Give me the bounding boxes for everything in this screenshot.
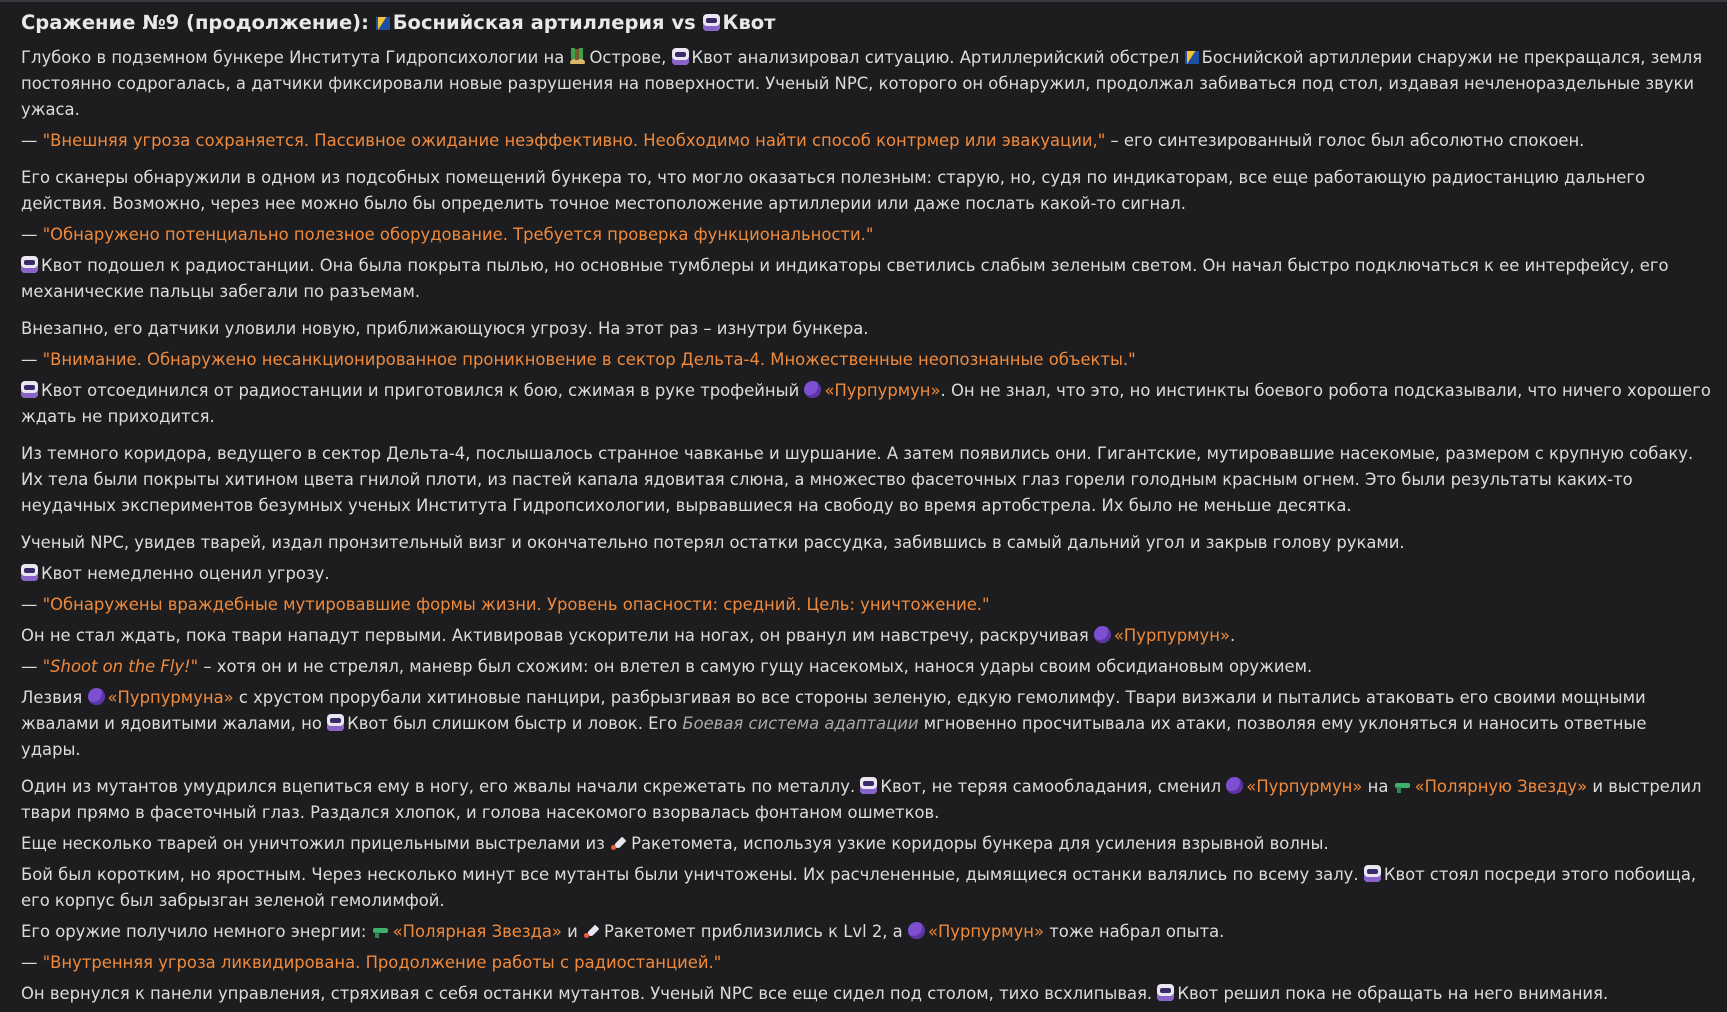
skill-name: Shoot on the Fly! [50,657,191,676]
title-side-a: Боснийская артиллерия [392,11,665,34]
weapon-name: «Пурпурмун» [927,922,1045,941]
paragraph-13: Он не стал ждать, пока твари нападут первыми. Активировав ускорители на ногах, он рванул им навстречу, раскручивая «Пурпурмун». [21,626,1236,645]
paragraph-1: Глубоко в подземном бункере Института Гидропсихологии на Острове, Квот анализировал ситуацию. Артиллерийский обстрел Боснийской артиллерии снаружи не прекращался, земля постоянно содрогалась, а датчики фиксировали новые разрушения на поверхности. Ученый NPC, которого он обнаружил, продолжал забиваться под стол, издавая нечленораздельные звуки ужаса. [21,48,1703,119]
weapon-name: «Полярную Звезду» [1414,777,1588,796]
paragraph-15: Лезвия «Пурпурмуна» с хрустом прорубали хитиновые панцири, разбрызгивая во все стороны зеленую, едкую гемолимфу. Твари визжали и пытались атаковать его своими мощными жвалами и ядовитыми жалами, но Квот был слишком быстр и ловок. Его Боевая система адаптации мгновенно просчитывала их атаки, позволяя ему уклоняться и наносить ответные удары. [21,688,1647,759]
paragraph-14: — "Shoot on the Fly!" – хотя он и не стрелял, маневр был схожим: он влетел в самую гущу насекомых, нанося удары своим обсидиановым оружием. [21,657,1313,676]
speech-quote: "Внешняя угроза сохраняется. Пассивное ожидание неэффективно. Необходимо найти способ контрмер или эвакуации," [42,131,1106,150]
bosnia-flag-icon [376,17,390,30]
paragraph-9: Из темного коридора, ведущего в сектор Дельта-4, послышалось странное чавканье и шуршание. А затем появились они. Гигантские, мутировавшие насекомые, размером с крупную собаку. Их тела были покрыты хитином цвета гнилой плоти, из пастей капала ядовитая слюна, а множество фасеточных глаз горели голодным красным огнем. Это были результаты каких-то неудачных экспериментов безумных ученых Института Гидропсихологии, вырвавшиеся на свободу во время артобстрела. Их было не меньше десятка. [21,444,1694,515]
paragraph-7: — "Внимание. Обнаружено несанкционированное проникновение в сектор Дельта-4. Множественные неопознанные объекты." [21,350,1136,369]
system-name: Боевая система адаптации [682,714,919,733]
robot-face-icon [21,564,38,581]
bosnia-flag-icon [1185,51,1199,64]
rocket-icon [583,922,601,939]
battle-title [21,9,1711,37]
paragraph-4: — "Обнаружено потенциально полезное оборудование. Требуется проверка функциональности." [21,225,874,244]
robot-face-icon [703,14,720,31]
paragraph-10: Ученый NPC, увидев тварей, издал пронзительный визг и окончательно потерял остатки рассудка, забившись в самый дальний угол и закрыв голову руками. [21,533,1405,552]
purple-circle-icon [1094,626,1111,643]
paragraph-6: Внезапно, его датчики уловили новую, приближающуюся угрозу. На этот раз – изнутри бункера. [21,319,869,338]
weapon-name: «Пурпурмун» [1113,626,1230,645]
paragraph-5: Квот подошел к радиостанции. Она была покрыта пылью, но основные тумблеры и индикаторы светились слабым зеленым светом. Он начал быстро подключаться к ее интерфейсу, его механические пальцы забегали по разъемам. [21,256,1669,301]
water-pistol-icon [372,922,390,939]
weapon-name: «Пурпурмун» [824,381,941,400]
speech-quote: "Обнаружены враждебные мутировавшие формы жизни. Уровень опасности: средний. Цель: уничтожение." [42,595,990,614]
title-prefix: Сражение №9 (продолжение): [21,11,376,34]
paragraph-18: Бой был коротким, но яростным. Через несколько минут все мутанты были уничтожены. Их расчлененные, дымящиеся останки валялись по всему залу. Квот стоял посреди этого побоища, его корпус был забрызган зеленой гемолимфой. [21,865,1697,910]
title-side-b: Квот [722,11,776,34]
weapon-name: «Пурпурмун» [1246,777,1363,796]
paragraph-20: — "Внутренняя угроза ликвидирована. Продолжение работы с радиостанцией." [21,953,722,972]
desert-island-icon [569,48,586,65]
speech-quote: "Внутренняя угроза ликвидирована. Продолжение работы с радиостанцией." [42,953,722,972]
purple-circle-icon [804,381,821,398]
robot-face-icon [1364,865,1381,882]
paragraph-17: Еще несколько тварей он уничтожил прицельными выстрелами из Ракетомета, используя узкие коридоры бункера для усиления взрывной волны. [21,834,1329,853]
paragraph-2: — "Внешняя угроза сохраняется. Пассивное ожидание неэффективно. Необходимо найти способ контрмер или эвакуации," – его синтезированный голос был абсолютно спокоен. [21,131,1585,150]
purple-circle-icon [1226,777,1243,794]
purple-circle-icon [88,688,105,705]
story-container [21,9,1711,1012]
paragraph-21: Он вернулся к панели управления, стряхивая с себя останки мутантов. Ученый NPC все еще сидел под столом, тихо всхлипывая. Квот решил пока не обращать на него внимания. [21,984,1609,1003]
weapon-name: «Полярная Звезда» [392,922,562,941]
speech-quote: "Внимание. Обнаружено несанкционированное проникновение в сектор Дельта-4. Множественные неопознанные объекты." [42,350,1136,369]
robot-face-icon [21,381,38,398]
top-border [0,0,1727,2]
weapon-name: «Пурпурмуна» [107,688,234,707]
robot-face-icon [672,48,689,65]
paragraph-3: Его сканеры обнаружили в одном из подсобных помещений бункера то, что могло оказаться полезным: старую, но, судя по индикаторам, все еще работающую радиостанцию дальнего действия. Возможно, через нее можно было бы определить точное местоположение артиллерии или даже послать какой-то сигнал. [21,168,1646,213]
speech-quote: "Обнаружено потенциально полезное оборудование. Требуется проверка функциональности." [42,225,874,244]
paragraph-8: Квот отсоединился от радиостанции и приготовился к бою, сжимая в руке трофейный «Пурпурмун». Он не знал, что это, но инстинкты боевого робота подсказывали, что ничего хорошего ждать не приходится. [21,381,1711,426]
robot-face-icon [1157,984,1174,1001]
rocket-icon [610,834,628,851]
paragraph-12: — "Обнаружены враждебные мутировавшие формы жизни. Уровень опасности: средний. Цель: уничтожение." [21,595,990,614]
title-vs: vs [664,11,703,34]
purple-circle-icon [908,922,925,939]
water-pistol-icon [1394,777,1412,794]
robot-face-icon [21,256,38,273]
paragraph-19: Его оружие получило немного энергии: «Полярная Звезда» и Ракетомет приблизились к Lvl 2, а «Пурпурмун» тоже набрал опыта. [21,922,1225,941]
paragraph-11: Квот немедленно оценил угрозу. [21,561,1711,587]
paragraph-16: Один из мутантов умудрился вцепиться ему в ногу, его жвалы начали скрежетать по металлу. Квот, не теряя самообладания, сменил «Пурпурмун» на «Полярную Звезду» и выстрелил твари прямо в фасеточный глаз. Раздался хлопок, и голова насекомого взорвалась фонтаном ошметков. [21,777,1702,822]
robot-face-icon [860,777,877,794]
robot-face-icon [327,714,344,731]
